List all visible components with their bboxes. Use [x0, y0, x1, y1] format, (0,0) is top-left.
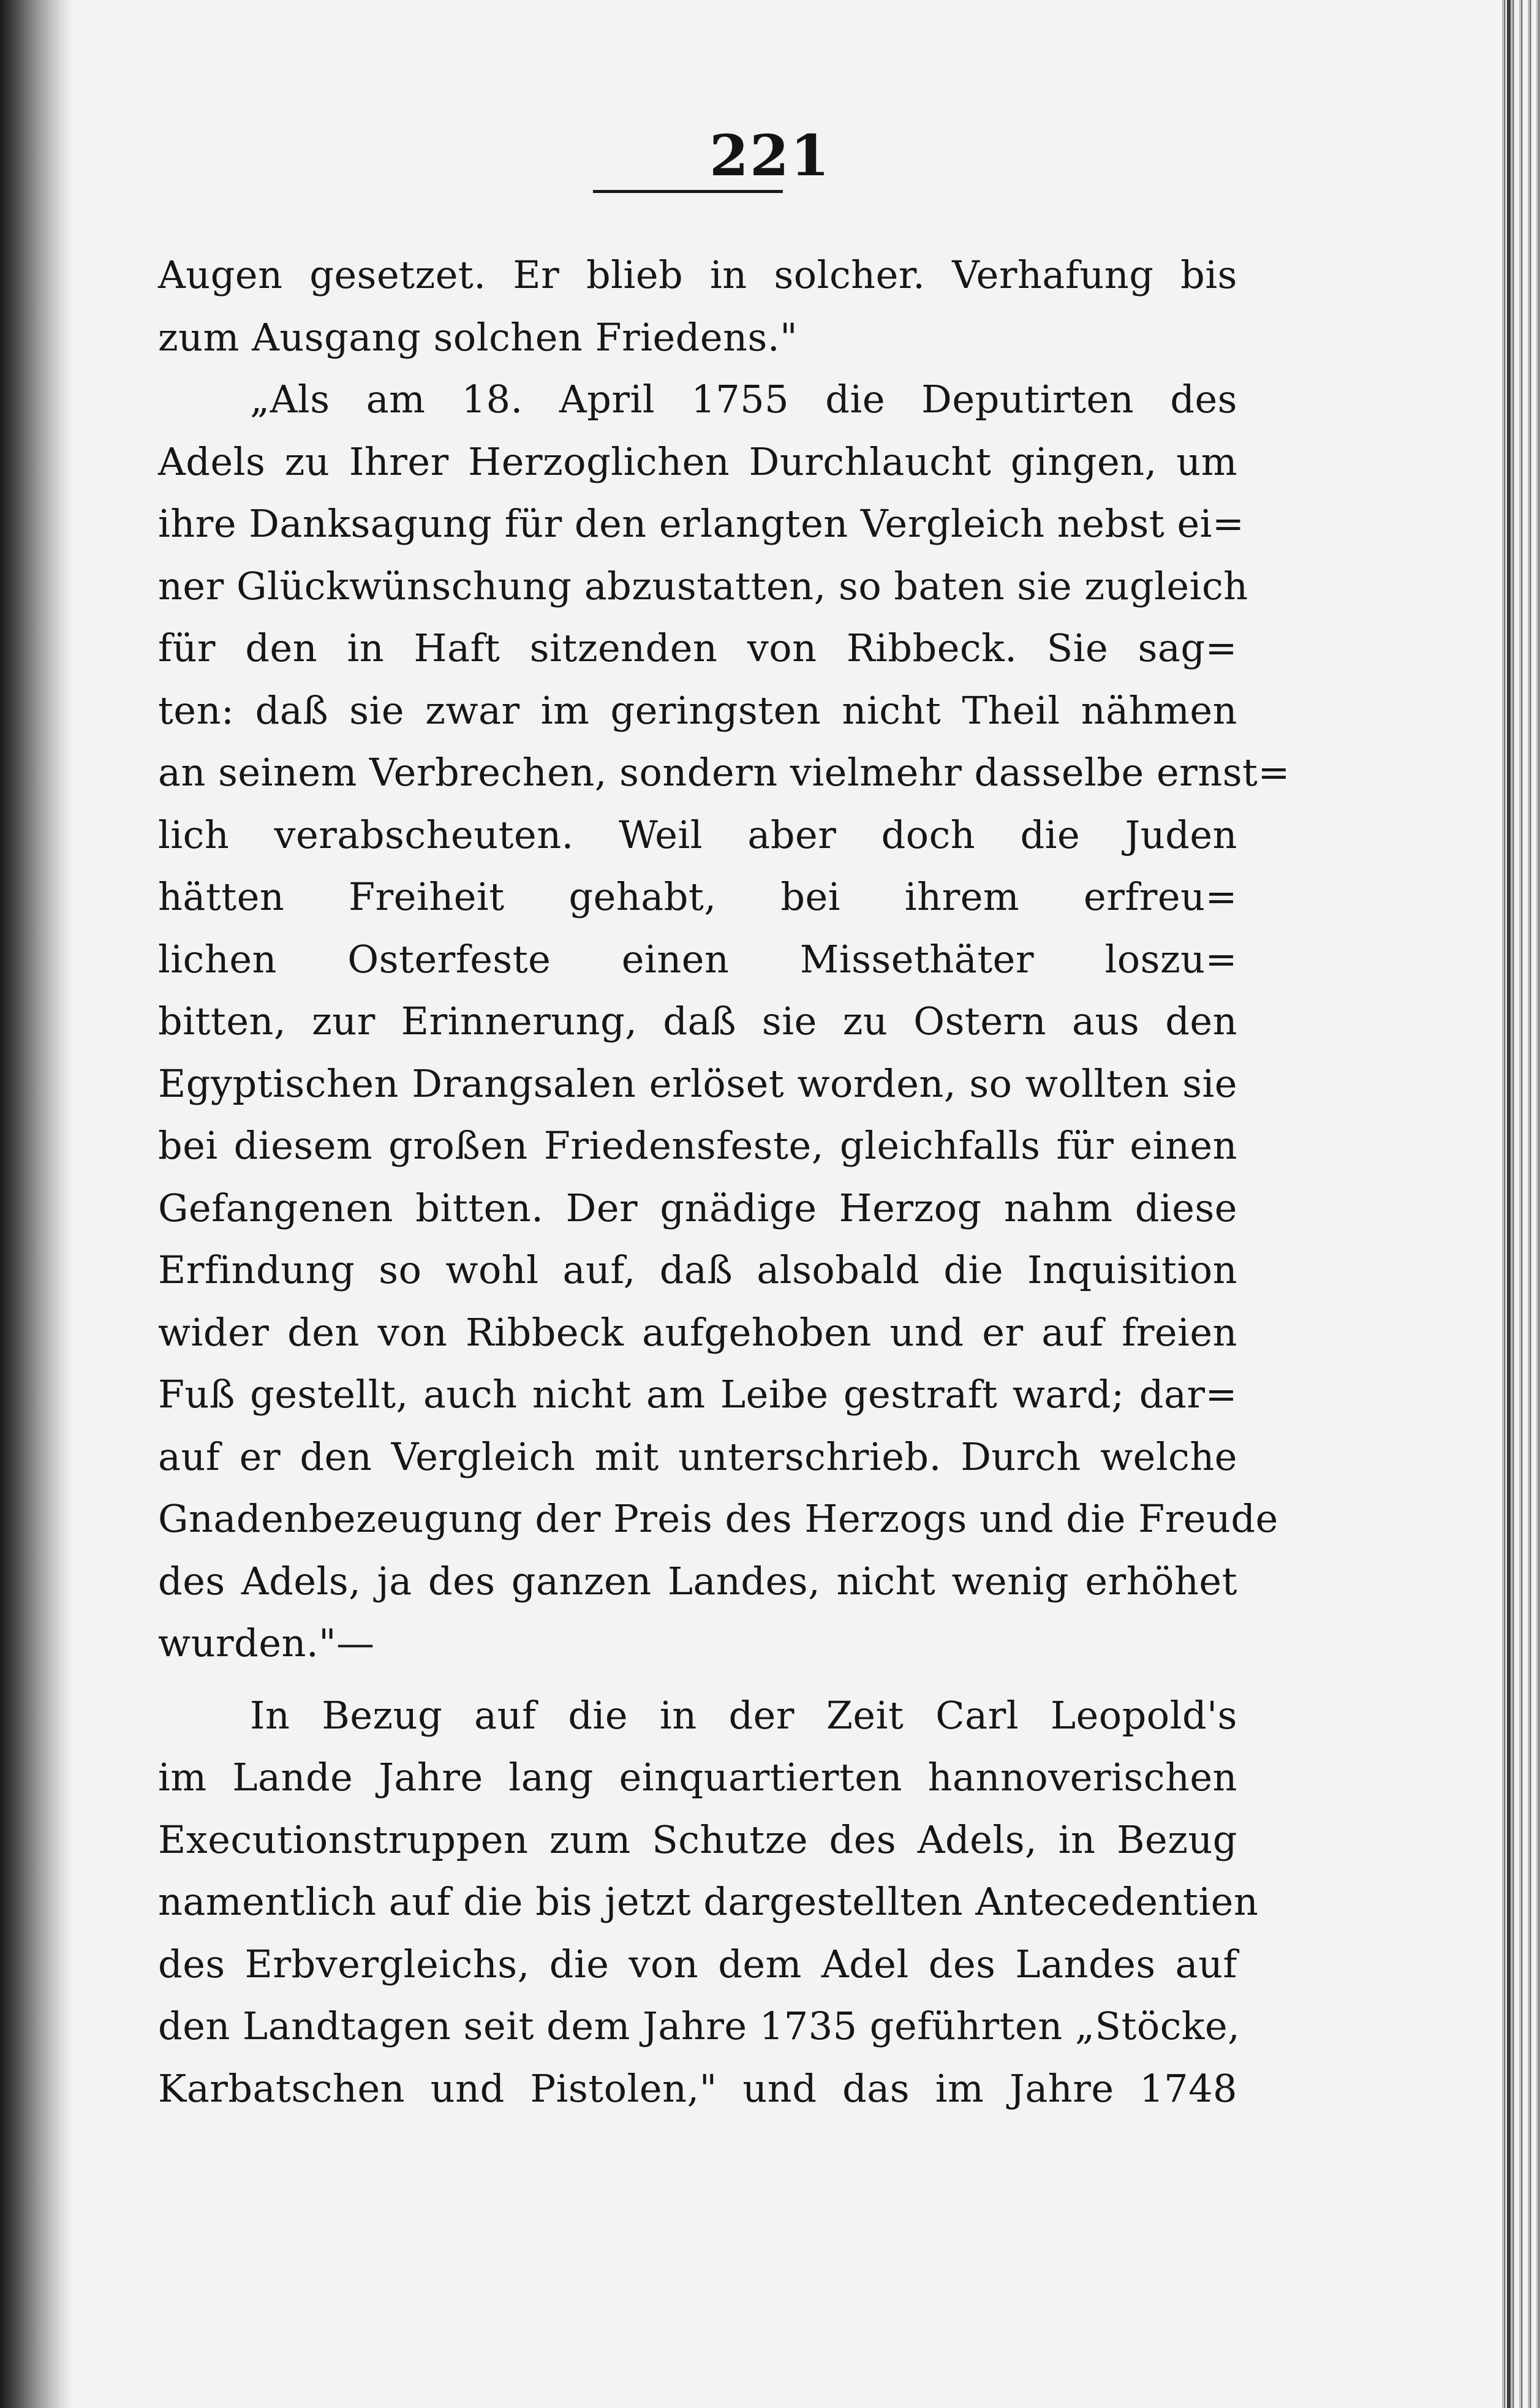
page-number-rule	[593, 190, 783, 193]
text-line: Erfindung so wohl auf, daß alsobald die Inquisition	[158, 1248, 1237, 1292]
text-line: bitten, zur Erinnerung, daß sie zu Ostern aus den	[158, 999, 1237, 1043]
text-line: Executionstruppen zum Schutze des Adels, in Bezug	[158, 1817, 1237, 1862]
body-text	[158, 244, 1290, 2119]
text-line: an seinem Verbrechen, sondern vielmehr dasselbe ernst=	[158, 750, 1290, 795]
text-line: lich verabscheuten. Weil aber doch die Juden	[158, 812, 1237, 857]
text-line: Gnadenbezeugung der Preis des Herzogs und die Freude	[158, 1496, 1278, 1541]
paragraph-gap	[158, 1675, 1237, 1684]
text-line: Adels zu Ihrer Herzoglichen Durchlaucht gingen, um	[158, 439, 1237, 484]
text-line: „Als am 18. April 1755 die Deputirten des	[250, 377, 1237, 422]
text-line: zum Ausgang solchen Friedens."	[158, 314, 798, 360]
text-line: ner Glückwünschung abzustatten, so baten sie zugleich	[158, 563, 1248, 608]
text-line: Karbatschen und Pistolen," und das im Jahre 1748	[158, 2065, 1237, 2111]
text-line: hätten Freiheit gehabt, bei ihrem erfreu=	[158, 874, 1237, 919]
text-line: den Landtagen seit dem Jahre 1735 geführten „Stöcke,	[158, 2004, 1240, 2048]
text-line: Fuß gestellt, auch nicht am Leibe gestraft ward; dar=	[158, 1372, 1237, 1417]
text-line: des Adels, ja des ganzen Landes, nicht wenig erhöhet	[158, 1558, 1237, 1603]
text-line: Gefangenen bitten. Der gnädige Herzog nahm diese	[158, 1185, 1237, 1230]
binding-gutter-shadow	[0, 0, 74, 2408]
text-line: Egyptischen Drangsalen erlöset worden, so wollten sie	[158, 1061, 1237, 1106]
text-line: namentlich auf die bis jetzt dargestellten Antecedentien	[158, 1879, 1259, 1924]
text-line: auf er den Vergleich mit unterschrieb. Durch welche	[158, 1434, 1237, 1479]
text-line: wurden."—	[158, 1621, 375, 1665]
page-number: 221	[709, 123, 831, 189]
text-line: im Lande Jahre lang einquartierten hannoverischen	[158, 1755, 1237, 1800]
text-line: ihre Danksagung für den erlangten Vergleich nebst ei=	[158, 501, 1245, 546]
text-line: wider den von Ribbeck aufgehoben und er auf freien	[158, 1309, 1237, 1355]
page-edge-line	[1507, 0, 1511, 2408]
text-line: lichen Osterfeste einen Missethäter loszu=	[158, 936, 1237, 982]
text-line: Augen gesetzet. Er blieb in solcher. Verhafung bis	[158, 252, 1237, 297]
page-stack-edge	[1497, 0, 1540, 2408]
text-line: bei diesem großen Friedensfeste, gleichfalls für einen	[158, 1123, 1237, 1168]
text-line: für den in Haft sitzenden von Ribbeck. Sie sag=	[158, 626, 1237, 670]
text-line: ten: daß sie zwar im geringsten nicht Theil nähmen	[158, 687, 1237, 733]
text-line: In Bezug auf die in der Zeit Carl Leopold's	[250, 1692, 1237, 1738]
text-line: des Erbvergleichs, die von dem Adel des Landes auf	[158, 1941, 1237, 1986]
